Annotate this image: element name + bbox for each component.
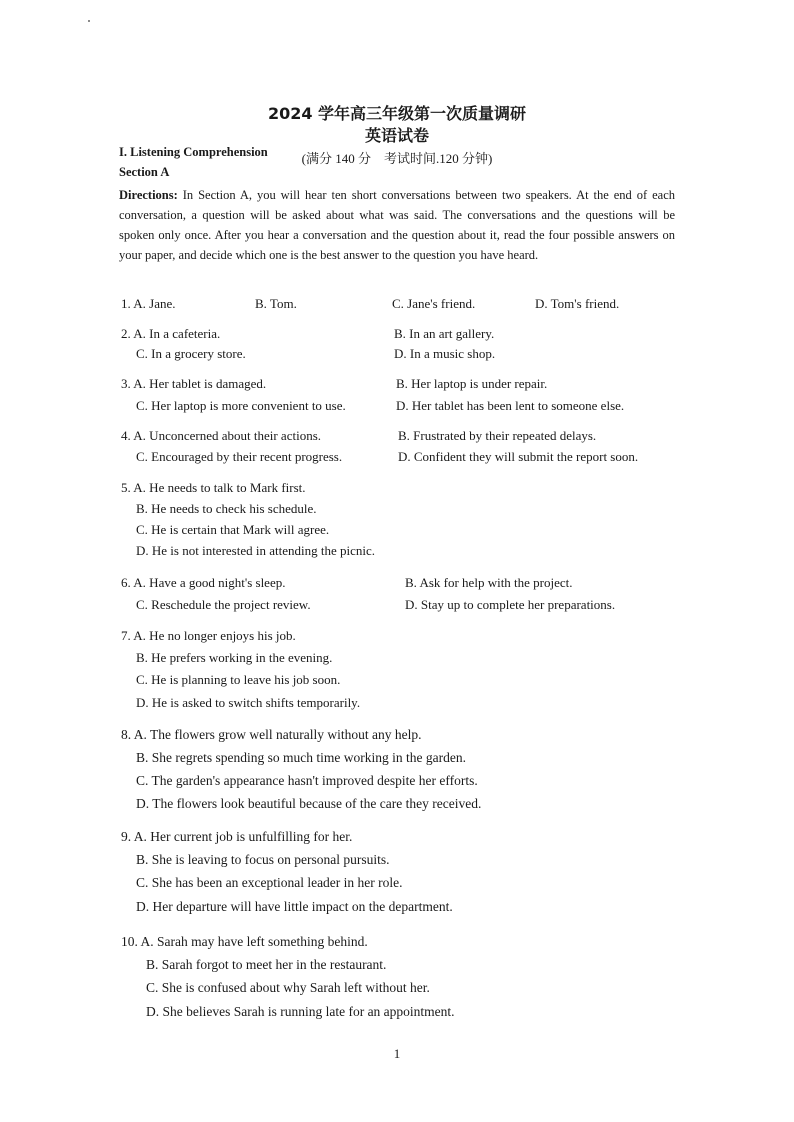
option-c: C. He is certain that Mark will agree.: [136, 522, 330, 537]
option-c: C. The garden's appearance hasn't improved despite her efforts.: [136, 773, 478, 788]
directions-label: Directions:: [119, 188, 178, 202]
option-c: C. In a grocery store.: [136, 346, 246, 361]
question-number: 8.: [121, 727, 132, 742]
question-number: 2.: [121, 326, 131, 341]
option-c: C. Jane's friend.: [392, 296, 476, 311]
exam-info: (满分 140 分 考试时间.120 分钟): [301, 151, 493, 166]
page-number: 1: [393, 1046, 401, 1061]
option-a: A. He needs to talk to Mark first.: [133, 480, 306, 495]
option-b: B. He needs to check his schedule.: [136, 501, 317, 516]
option-b: B. She regrets spending so much time working in the garden.: [136, 750, 466, 765]
question-6: [121, 575, 285, 591]
option-d: D. She believes Sarah is running late for an appointment.: [146, 1004, 455, 1019]
option-b: B. Sarah forgot to meet her in the restaurant.: [146, 957, 387, 972]
question-number: 1.: [121, 296, 131, 311]
option-b: B. Tom.: [255, 296, 297, 311]
option-a: A. Have a good night's sleep.: [133, 575, 286, 590]
directions: [119, 185, 675, 265]
option-b: B. He prefers working in the evening.: [136, 650, 333, 665]
question-5: [121, 480, 306, 496]
option-c: C. She is confused about why Sarah left without her.: [146, 980, 430, 995]
option-d: D. The flowers look beautiful because of the care they received.: [136, 796, 482, 811]
exam-title: 2024 学年高三年级第一次质量调研: [267, 104, 527, 123]
option-c: C. He is planning to leave his job soon.: [136, 672, 341, 687]
option-a: A. In a cafeteria.: [133, 326, 221, 341]
question-number: 6.: [121, 575, 131, 590]
option-a: A. Jane.: [133, 296, 176, 311]
option-d: D. Confident they will submit the report soon.: [398, 449, 639, 464]
option-d: D. Her departure will have little impact on the department.: [136, 899, 453, 914]
option-a: A. Sarah may have left something behind.: [140, 934, 368, 949]
option-d: D. Her tablet has been lent to someone else.: [396, 398, 625, 413]
question-7: [121, 628, 296, 644]
question-number: 4.: [121, 428, 131, 443]
question-number: 9.: [121, 829, 132, 844]
question-10: [121, 934, 368, 950]
option-c: C. Encouraged by their recent progress.: [136, 449, 343, 464]
option-a: A. He no longer enjoys his job.: [133, 628, 296, 643]
directions-text: In Section A, you will hear ten short conversations between two speakers. At the end of each conversation, a question will be asked about what was said. The conversations and the questions will be spoken only once. After you hear a conversation and the question about it, read the four possible answers on your paper, and decide which one is the best answer to the question you have heard.: [119, 188, 675, 262]
option-b: B. Ask for help with the project.: [405, 575, 573, 590]
part-heading: I. Listening Comprehension: [119, 145, 268, 159]
question-2: [121, 326, 220, 342]
question-1: [121, 296, 176, 312]
question-4: [121, 428, 321, 444]
exam-subject: 英语试卷: [364, 126, 429, 145]
section-heading: Section A: [119, 165, 170, 179]
option-c: C. She has been an exceptional leader in her role.: [136, 875, 403, 890]
option-a: A. Her tablet is damaged.: [133, 376, 267, 391]
question-3: [121, 376, 266, 392]
scan-speck: [88, 20, 90, 22]
question-8: [121, 727, 421, 743]
option-d: D. Tom's friend.: [535, 296, 620, 311]
question-number: 3.: [121, 376, 131, 391]
option-c: C. Reschedule the project review.: [136, 597, 311, 612]
option-b: B. In an art gallery.: [394, 326, 495, 341]
option-d: D. He is asked to switch shifts temporarily.: [136, 695, 361, 710]
option-d: D. He is not interested in attending the picnic.: [136, 543, 375, 558]
option-b: B. Frustrated by their repeated delays.: [398, 428, 597, 443]
option-a: A. Unconcerned about their actions.: [133, 428, 322, 443]
option-d: D. In a music shop.: [394, 346, 496, 361]
option-c: C. Her laptop is more convenient to use.: [136, 398, 346, 413]
option-d: D. Stay up to complete her preparations.: [405, 597, 616, 612]
option-b: B. She is leaving to focus on personal pursuits.: [136, 852, 390, 867]
option-a: A. The flowers grow well naturally without any help.: [133, 727, 422, 742]
option-a: A. Her current job is unfulfilling for her.: [133, 829, 353, 844]
question-number: 5.: [121, 480, 131, 495]
question-number: 7.: [121, 628, 131, 643]
question-9: [121, 829, 352, 845]
option-b: B. Her laptop is under repair.: [396, 376, 548, 391]
question-number: 10.: [121, 934, 138, 949]
